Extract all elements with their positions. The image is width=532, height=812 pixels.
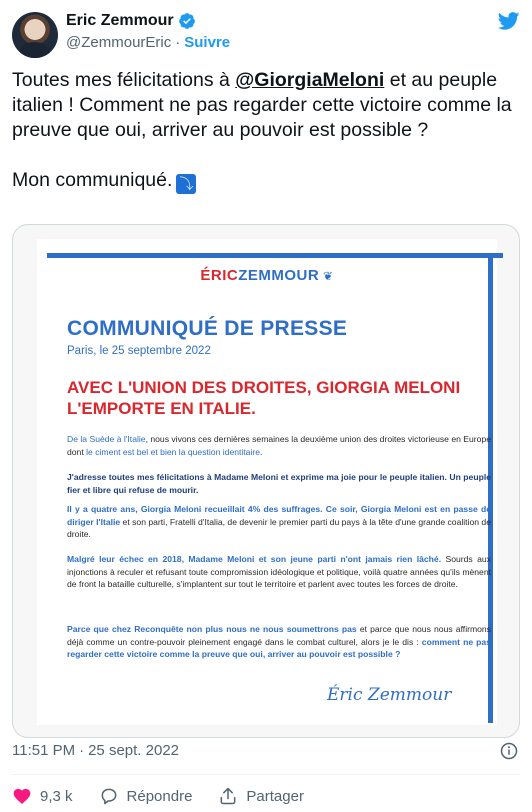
tweet-header [0, 0, 532, 62]
verified-badge-icon [178, 12, 196, 30]
doc-headline: AVEC L'UNION DES DROITES, GIORGIA MELONI L'EMPORTE EN ITALIE. [67, 378, 461, 418]
share-label: Partager [246, 787, 304, 805]
author-handle-row [66, 34, 230, 51]
timestamp-separator: · [79, 742, 85, 759]
p5-blue: Parce que chez Reconquête non plus nous ne nous soumettrons pas [67, 624, 357, 634]
likes-count: 9,3 k [40, 787, 73, 805]
doc-title: COMMUNIQUÉ DE PRESSE [67, 317, 348, 340]
brand-part2: ZEMMOUR [238, 267, 320, 284]
info-icon[interactable] [500, 742, 518, 760]
reply-label: Répondre [126, 787, 193, 805]
p2-text: J'adresse toutes mes félicitations à Madame Meloni et exprime ma joie pour le peuple italien. Un peuple fier et libre qui refuse de mourir. [67, 472, 491, 495]
author-name-row [66, 12, 196, 30]
tweet-text-line2 [12, 168, 520, 194]
tweet-text [12, 68, 520, 194]
tweet-actions [12, 786, 330, 806]
brand-part1: ÉRIC [200, 267, 239, 284]
p1-end: . [260, 446, 263, 457]
doc-top-bar [47, 253, 503, 258]
handle-separator: · [175, 34, 181, 51]
tweet-date[interactable]: 25 sept. 2022 [88, 742, 180, 759]
author-handle[interactable]: @ZemmourEric [66, 34, 172, 51]
avatar[interactable] [12, 12, 58, 58]
p3-blue: Il y a quatre ans, Giorgia Meloni recueillait 4% des suffrages. Ce soir, Giorgia Meloni est en passe de diriger l'Italie [67, 504, 491, 527]
follow-button[interactable]: Suivre [184, 34, 231, 51]
tweet-media-card[interactable] [12, 224, 520, 738]
tweet-time[interactable]: 11:51 PM [12, 742, 76, 759]
tweet-text-line1 [12, 68, 520, 143]
tweet-text-before: Toutes mes félicitations à [12, 69, 236, 91]
doc-paragraph-1 [67, 433, 491, 458]
p1-blue: De la Suède à l'Italie [67, 434, 146, 444]
p5-blue2: comment ne pas regarder cette victoire comme la preuve que oui, arriver au pouvoir est possible ? [67, 636, 491, 659]
author-display-name[interactable]: Eric Zemmour [66, 12, 174, 29]
tweet-line2-text: Mon communiqué. [12, 169, 173, 191]
reply-button[interactable] [99, 786, 193, 806]
tweet-timestamp[interactable] [12, 742, 179, 759]
doc-date: Paris, le 25 septembre 2022 [67, 345, 211, 357]
doc-paragraph-3 [67, 503, 491, 541]
p4-end: Sourds aux injonctions à reculer et refusant toute compromission idéologique et politique, voilà quatre années qu'ils mènent de front la bataille culturelle, s'implantent sur tout le territoire et parlent avec toutes les forces de droite. [67, 554, 491, 589]
p3-end: et son parti, Fratelli d'Italia, de devenir le premier parti du pays à la tête d'une grande coalition de droite. [67, 516, 491, 539]
laurel-icon: ❦ [319, 269, 334, 283]
p1-blue2: le ciment est bel et bien la question identitaire [86, 446, 261, 457]
brand-logo [37, 267, 497, 284]
share-icon [218, 786, 238, 806]
doc-paragraph-2 [67, 471, 491, 496]
arrow-down-emoji-icon: ⤵ [176, 174, 196, 194]
tweet-text-after: et au peuple italien ! Comment ne pas regarder cette victoire comme la preuve que oui, arriver au pouvoir est possible ? [12, 69, 512, 141]
heart-icon [12, 786, 32, 806]
reply-icon [99, 786, 119, 806]
doc-paragraph-5 [67, 623, 491, 661]
mention-link[interactable]: @GiorgiaMeloni [235, 69, 385, 91]
divider [12, 774, 520, 775]
share-button[interactable] [218, 786, 304, 806]
p4-blue: Malgré leur échec en 2018, Madame Meloni et son jeune parti n'ont jamais rien lâché. [67, 554, 442, 564]
doc-paragraph-4 [67, 553, 491, 591]
twitter-bird-icon[interactable] [498, 10, 520, 32]
like-button[interactable] [12, 786, 73, 806]
p1-mid: , nous vivons ces dernières semaines la deuxième union des droites victorieuse en Europe dont [67, 434, 491, 457]
p5-mid: et parce que nous nous affirmons déjà comme un contre-pouvoir pleinement engagé dans le combat culturel, alors je le dis : [67, 624, 491, 647]
press-release-image [37, 239, 497, 725]
signature: Éric Zemmour [327, 685, 452, 705]
